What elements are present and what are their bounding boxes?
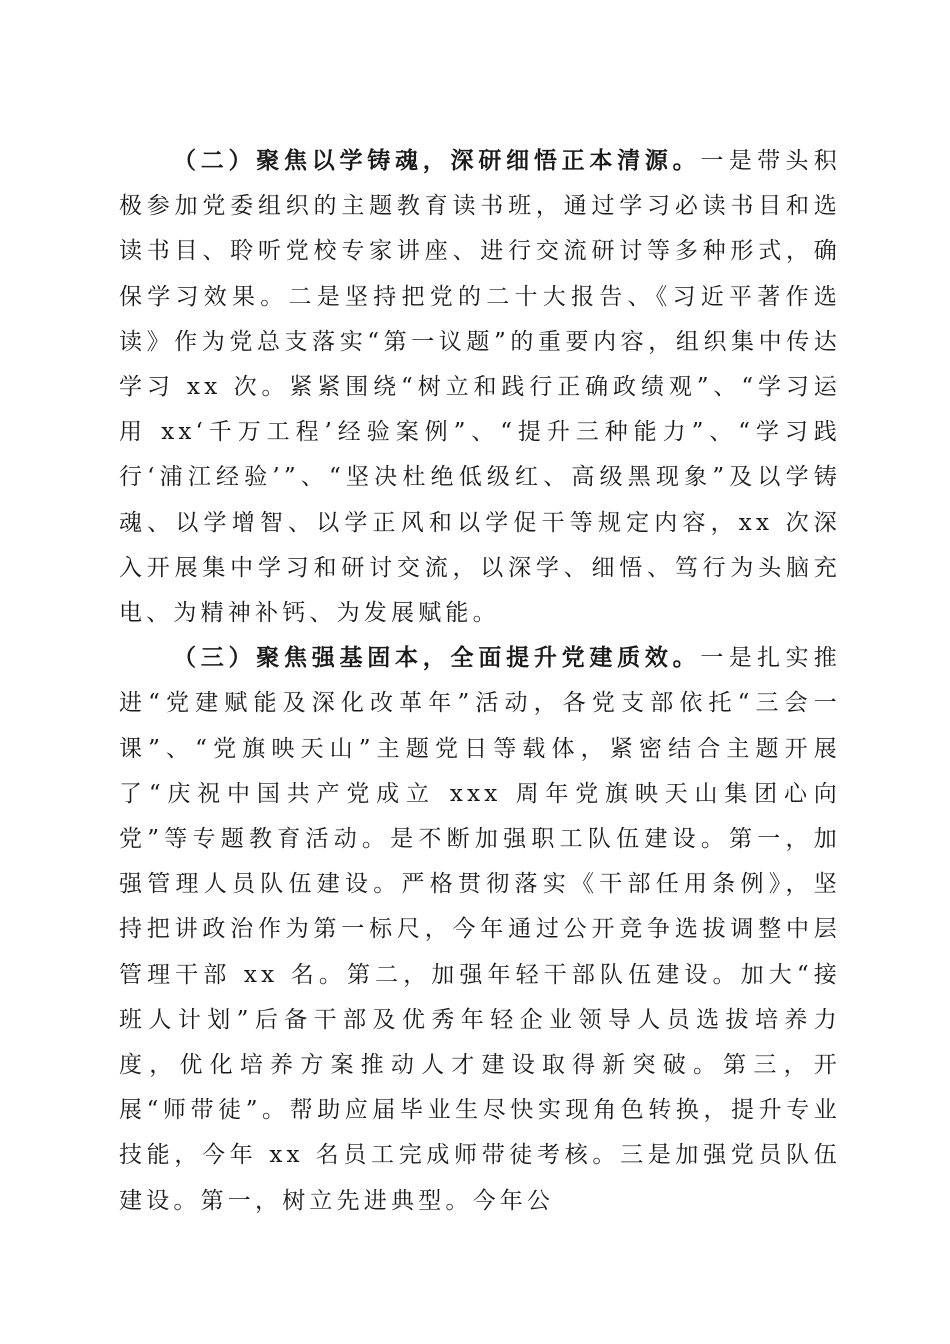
section-heading-three: （三）聚焦强基固本，全面提升党建质效。: [173, 645, 701, 672]
section-heading-two: （二）聚焦以学铸魂，深研细悟正本清源。: [173, 148, 701, 174]
section-body-three: 一是扎实推进“党建赋能及深化改革年”活动，各党支部依托“三会一课”、“党旗映天山”主题党日等载体，紧密结合主题开展了“庆祝中国共产党成立 xxx 周年党旗映天山集团心向党”等专题教育活动。是不断加强职工队伍建设。第一，加强管理人员队伍建设。严格贯彻落实《干部任用条例》，坚持把讲政治作为第一标尺，今年通过公开竞争选拔调整中层管理干部 xx 名。第二，加强年轻干部队伍建设。加大“接班人计划”后备干部及优秀年轻企业领导人员选拔培养力度，优化培养方案推动人才建设取得新突破。第三，开展“师带徒”。帮助应届毕业生尽快实现角色转换，提升专业技能，今年 xx 名员工完成师带徒考核。三是加强党员队伍建设。第一，树立先进典型。今年公: [119, 645, 841, 1214]
paragraph-section-two: [119, 139, 841, 636]
document-body: [119, 139, 841, 1224]
section-body-two: 一是带头积极参加党委组织的主题教育读书班，通过学习必读书目和选读书目、聆听党校专家讲座、进行交流研讨等多种形式，确保学习效果。二是坚持把党的二十大报告、《习近平著作选读》作为党总支落实“第一议题”的重要内容，组织集中传达学习 xx 次。紧紧围绕“树立和践行正确政绩观”、“学习运用 xx‘千万工程’经验案例”、“提升三种能力”、“学习践行‘浦江经验’”、“坚决杜绝低级红、高级黑现象”及以学铸魂、以学增智、以学正风和以学促干等规定内容，xx 次深入开展集中学习和研讨交流，以深学、细悟、笃行为头脑充电、为精神补钙、为发展赋能。: [119, 148, 841, 627]
paragraph-section-three: [119, 636, 841, 1224]
